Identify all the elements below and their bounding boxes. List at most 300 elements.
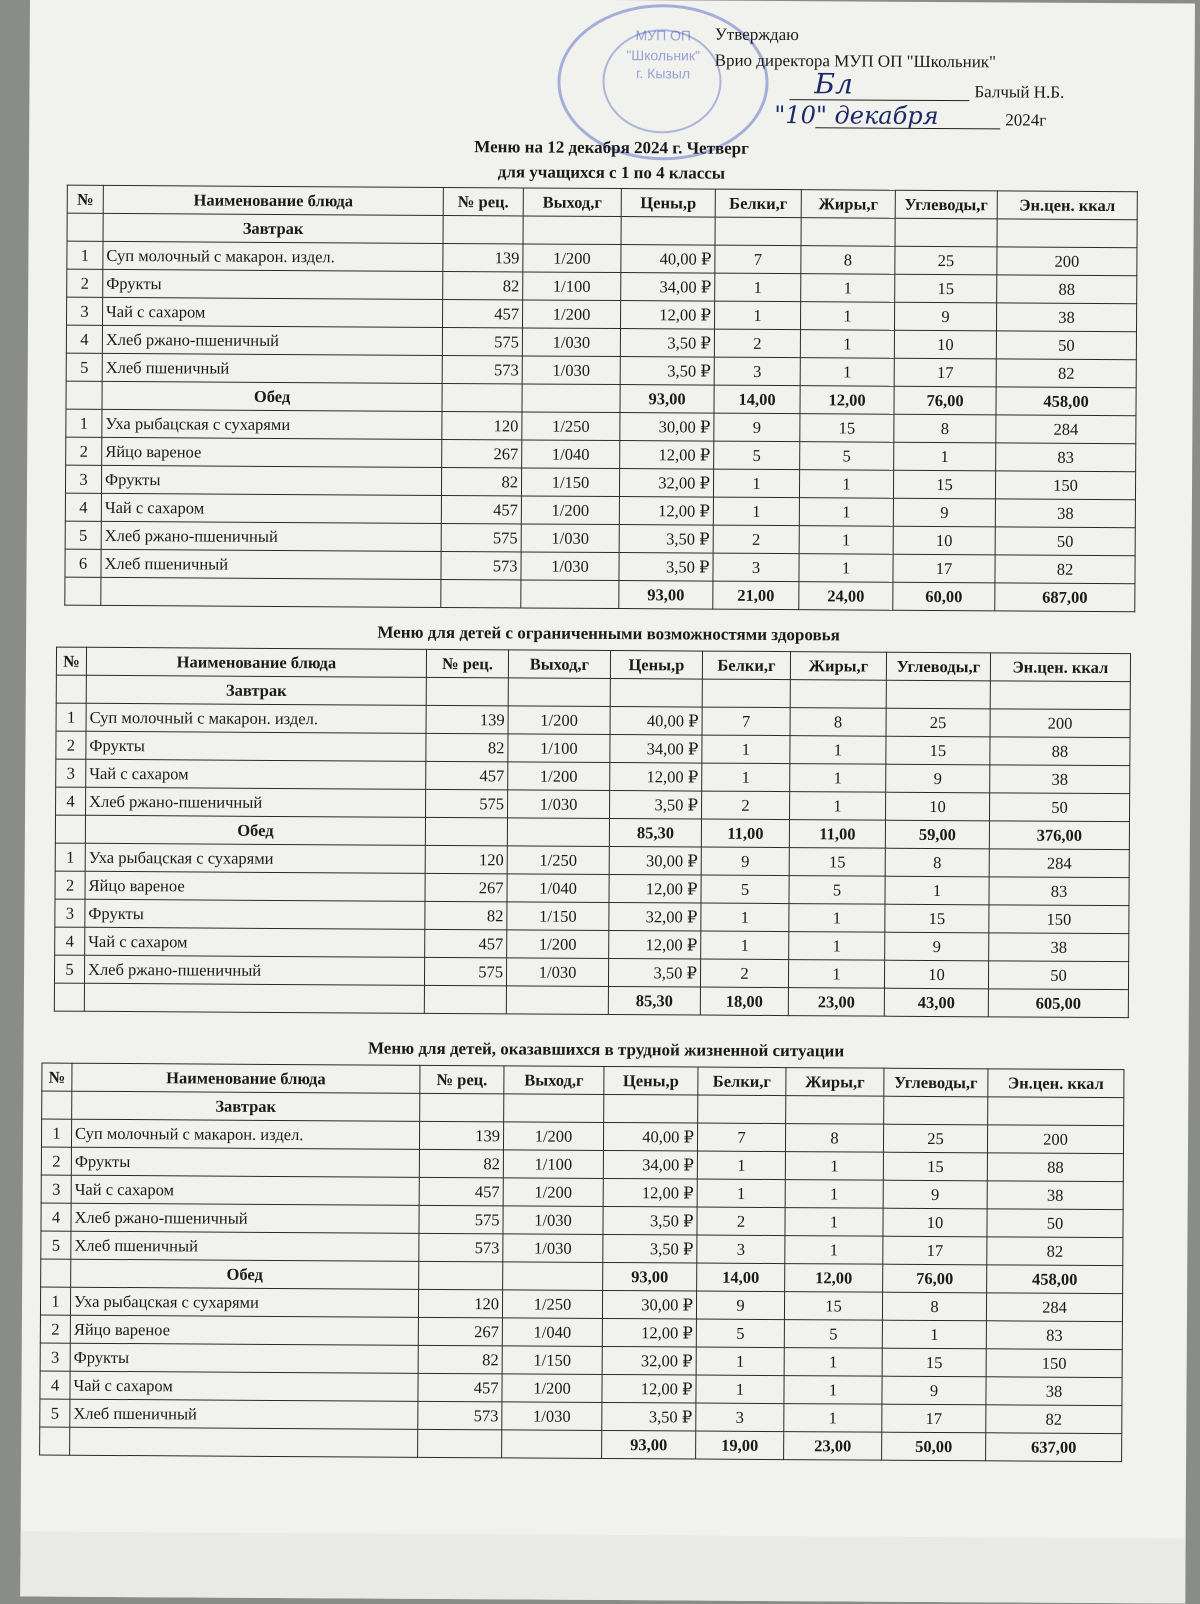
meal-label-lunch: Обед [71,1259,419,1289]
price-cell: 32,00 ₽ [609,902,701,931]
fat-cell: 15 [800,414,894,443]
fat-cell: 1 [799,470,893,499]
portion-cell: 1/030 [522,356,620,385]
meal-label-breakfast: Завтрак [72,1091,420,1121]
price-cell: 3,50 ₽ [610,790,702,819]
num-cell: 4 [40,1371,70,1399]
recipe-no-cell: 575 [419,1205,503,1234]
portion-cell: 1/250 [507,846,609,875]
carbs-cell: 17 [883,1236,987,1265]
carbs-cell: 9 [893,498,995,527]
column-header-fat: Жиры,г [801,190,895,219]
carbs-cell: 17 [882,1404,986,1433]
protein-cell: 2 [700,959,788,988]
num-cell: 5 [66,353,102,381]
portion-cell: 1/200 [502,1374,602,1403]
empty-cell [65,577,101,605]
protein-cell: 9 [701,847,789,876]
dish-name-cell: Уха рыбацская с сухарями [102,409,442,439]
section-title: для учащихся с 1 по 4 классы [497,162,726,183]
recipe-no-cell: 457 [425,929,507,958]
dish-name-cell: Хлеб пшеничный [101,549,441,579]
protein-cell: 1 [702,763,790,792]
dish-name-cell: Фрукты [86,731,426,761]
dish-name-cell: Фрукты [71,1147,419,1177]
recipe-no-cell: 82 [418,1345,502,1374]
recipe-no-cell: 457 [441,495,521,523]
protein-cell: 1 [715,273,801,302]
portion-cell: 1/150 [507,902,609,931]
lunch-total-protein: 18,00 [700,987,788,1016]
price-cell: 3,50 ₽ [608,958,700,987]
carbs-cell: 10 [885,792,989,821]
fat-cell: 1 [789,792,885,821]
dish-name-cell: Хлеб ржано-пшеничный [84,955,424,985]
protein-cell: 1 [713,469,799,498]
num-cell: 5 [54,955,84,983]
protein-cell: 1 [702,735,790,764]
column-header-portion: Выход,г [508,650,610,679]
fat-cell: 1 [799,554,893,583]
portion-cell: 1/200 [522,300,620,329]
fat-cell: 1 [788,960,884,989]
dish-name-cell: Чай с сахаром [86,759,426,789]
lunch-total-fat: 24,00 [799,582,893,611]
protein-cell: 7 [715,245,801,274]
fat-cell: 1 [800,302,894,331]
lunch-total-row [65,577,1135,612]
protein-cell: 5 [696,1319,784,1348]
energy-cell: 38 [996,303,1136,332]
column-header-price: Цены,р [621,189,715,218]
fat-cell: 5 [784,1320,882,1349]
column-header-num: № [56,647,86,675]
breakfast-total-carbs: 76,00 [883,1264,987,1293]
num-cell: 3 [56,759,86,787]
empty-cell [55,815,85,843]
empty-cell [42,1091,72,1119]
signer-name: Балчый Н.Б. [974,82,1065,102]
lunch-total-carbs: 43,00 [884,988,988,1017]
recipe-no-cell: 120 [442,411,522,439]
energy-cell: 50 [996,331,1136,360]
fat-cell: 1 [790,736,886,765]
fat-cell: 1 [785,1180,883,1209]
date-month: декабря [834,101,939,130]
protein-cell: 1 [713,497,799,526]
portion-cell: 1/200 [503,1122,603,1151]
price-cell: 34,00 ₽ [621,273,715,302]
recipe-no-cell: 267 [425,873,507,902]
num-cell: 1 [55,843,85,871]
price-cell: 3,50 ₽ [603,1206,697,1235]
empty-cell [424,985,506,1014]
price-cell: 40,00 ₽ [610,706,702,735]
portion-cell: 1/100 [508,734,610,763]
recipe-no-cell: 575 [442,327,522,355]
empty-cell [786,1096,884,1125]
price-cell: 32,00 ₽ [602,1346,696,1375]
portion-cell: 1/030 [506,958,608,987]
empty-cell [990,681,1130,710]
portion-cell: 1/100 [523,272,621,301]
carbs-cell: 17 [893,554,995,583]
recipe-no-cell: 267 [442,439,522,467]
empty-cell [502,1430,602,1459]
empty-cell [506,986,608,1015]
num-cell: 2 [67,269,103,297]
recipe-no-cell: 575 [441,523,521,551]
dish-name-cell: Хлеб ржано-пшеничный [102,325,442,355]
empty-cell [988,1097,1124,1126]
protein-cell: 9 [714,413,800,442]
lunch-total-fat: 23,00 [784,1432,882,1461]
protein-cell: 3 [696,1403,784,1432]
price-cell: 12,00 ₽ [609,874,701,903]
breakfast-total-price: 85,30 [609,818,701,847]
breakfast-total-carbs: 76,00 [894,386,996,415]
price-cell: 12,00 ₽ [602,1374,696,1403]
stamp-text-top: МУП ОП [635,27,692,44]
recipe-no-cell: 82 [441,467,521,495]
fat-cell: 1 [799,526,893,555]
energy-cell: 50 [987,1209,1123,1238]
energy-cell: 284 [996,415,1136,444]
fat-cell: 1 [789,932,885,961]
column-header-recipe-no: № рец. [443,187,523,215]
energy-cell: 88 [990,737,1130,766]
column-header-portion: Выход,г [504,1066,604,1095]
empty-cell [41,1259,71,1287]
section-title: Меню для детей, оказавшихся в трудной жизненной ситуации [367,1038,845,1061]
protein-cell: 3 [713,553,799,582]
empty-cell [702,679,790,708]
num-cell: 2 [55,871,85,899]
fat-cell: 8 [785,1124,883,1153]
energy-cell: 83 [996,443,1136,472]
empty-cell [504,1094,604,1123]
protein-cell: 2 [713,525,799,554]
protein-cell: 3 [714,357,800,386]
num-cell: 2 [40,1315,70,1343]
portion-cell: 1/030 [502,1402,602,1431]
column-header-dish-name: Наименование блюда [86,647,426,677]
portion-cell: 1/200 [523,244,621,273]
fat-cell: 1 [800,358,894,387]
energy-cell: 200 [990,709,1130,738]
num-cell: 3 [40,1343,70,1371]
approver-position: Врио директора МУП ОП "Школьник" [714,50,997,72]
column-header-carbs: Углеводы,г [895,190,997,219]
column-header-protein: Белки,г [702,651,790,680]
portion-cell: 1/030 [522,328,620,357]
price-cell: 3,50 ₽ [619,525,713,554]
column-header-carbs: Углеводы,г [884,1068,988,1097]
num-cell: 5 [41,1231,71,1259]
empty-cell [801,218,895,247]
breakfast-total-fat: 11,00 [789,820,885,849]
carbs-cell: 9 [886,764,990,793]
num-cell: 4 [41,1203,71,1231]
carbs-cell: 15 [883,1152,987,1181]
portion-cell: 1/040 [502,1318,602,1347]
protein-cell: 3 [697,1235,785,1264]
recipe-no-cell: 82 [426,733,508,762]
empty-cell [66,381,102,409]
column-header-price: Цены,р [610,651,702,680]
dish-name-cell: Чай с сахаром [70,1371,418,1401]
lunch-total-price: 93,00 [602,1430,696,1459]
dish-name-cell: Фрукты [70,1343,418,1373]
column-header-energy: Эн.цен. ккал [988,1069,1124,1098]
energy-cell: 83 [989,877,1129,906]
section-title: Меню для детей с ограниченными возможностями здоровья [377,622,840,645]
recipe-no-cell: 139 [443,243,523,271]
carbs-cell: 8 [882,1292,986,1321]
dish-name-cell: Уха рыбацская с сухарями [70,1287,418,1317]
energy-cell: 82 [986,1405,1122,1434]
empty-cell [610,678,702,707]
num-cell: 5 [40,1399,70,1427]
protein-cell: 5 [714,441,800,470]
num-cell: 1 [40,1287,70,1315]
empty-cell [84,983,424,1013]
empty-cell [884,1096,988,1125]
recipe-no-cell: 573 [418,1401,502,1430]
breakfast-total-protein: 11,00 [701,819,789,848]
protein-cell: 1 [701,931,789,960]
empty-cell [523,216,621,245]
empty-cell [698,1095,786,1124]
empty-cell [442,383,522,411]
fat-cell: 1 [801,274,895,303]
protein-cell: 1 [697,1179,785,1208]
portion-cell: 1/100 [503,1150,603,1179]
price-cell: 30,00 ₽ [620,413,714,442]
carbs-cell: 15 [886,736,990,765]
num-cell: 3 [41,1175,71,1203]
empty-cell [507,818,609,847]
dish-name-cell: Хлеб ржано-пшеничный [101,521,441,551]
num-cell: 5 [65,521,101,549]
carbs-cell: 1 [894,442,996,471]
carbs-cell: 15 [882,1348,986,1377]
lunch-total-price: 93,00 [619,581,713,610]
protein-cell: 7 [697,1123,785,1152]
fat-cell: 1 [785,1152,883,1181]
protein-cell: 1 [714,301,800,330]
column-header-energy: Эн.цен. ккал [997,191,1137,220]
portion-cell: 1/250 [522,412,620,441]
protein-cell: 2 [701,791,789,820]
column-header-dish-name: Наименование блюда [103,185,443,215]
recipe-no-cell: 82 [443,271,523,299]
menu-table [64,185,1138,613]
column-header-num: № [42,1063,72,1091]
dish-name-cell: Хлеб ржано-пшеничный [71,1203,419,1233]
portion-cell: 1/040 [507,874,609,903]
carbs-cell: 9 [894,302,996,331]
price-cell: 3,50 ₽ [620,357,714,386]
portion-cell: 1/250 [502,1290,602,1319]
price-cell: 30,00 ₽ [602,1290,696,1319]
protein-cell: 9 [696,1291,784,1320]
column-header-protein: Белки,г [698,1067,786,1096]
lunch-total-row [54,983,1128,1018]
meal-label-lunch: Обед [85,815,425,845]
recipe-no-cell: 82 [419,1149,503,1178]
handwritten-date [774,101,938,130]
recipe-no-cell: 575 [426,789,508,818]
portion-cell: 1/200 [508,706,610,735]
carbs-cell: 15 [895,274,997,303]
price-cell: 12,00 ₽ [609,930,701,959]
energy-cell: 38 [995,499,1135,528]
recipe-no-cell: 573 [442,355,522,383]
fat-cell: 8 [801,246,895,275]
price-cell: 34,00 ₽ [603,1150,697,1179]
recipe-no-cell: 120 [418,1289,502,1318]
carbs-cell: 1 [882,1320,986,1349]
empty-cell [508,678,610,707]
num-cell: 2 [66,437,102,465]
empty-cell [604,1094,698,1123]
recipe-no-cell: 139 [426,705,508,734]
breakfast-total-protein: 14,00 [697,1263,785,1292]
price-cell: 12,00 ₽ [603,1178,697,1207]
fat-cell: 1 [784,1376,882,1405]
num-cell: 3 [67,297,103,325]
carbs-cell: 25 [895,246,997,275]
protein-cell: 1 [697,1151,785,1180]
portion-cell: 1/030 [521,552,619,581]
price-cell: 30,00 ₽ [609,846,701,875]
portion-cell: 1/040 [522,440,620,469]
lunch-total-energy: 637,00 [986,1433,1122,1462]
column-header-dish-name: Наименование блюда [72,1063,420,1093]
carbs-cell: 9 [882,1376,986,1405]
protein-cell: 1 [701,903,789,932]
portion-cell: 1/200 [508,762,610,791]
breakfast-total-energy: 376,00 [989,821,1129,850]
energy-cell: 38 [986,1377,1122,1406]
price-cell: 32,00 ₽ [619,469,713,498]
dish-name-cell: Яйцо вареное [85,871,425,901]
meal-label-lunch: Обед [102,381,442,411]
num-cell: 3 [65,465,101,493]
carbs-cell: 25 [883,1124,987,1153]
num-cell: 2 [56,731,86,759]
menu-table [39,1063,1124,1463]
price-cell: 3,50 ₽ [603,1234,697,1263]
energy-cell: 200 [997,247,1137,276]
energy-cell: 83 [986,1321,1122,1350]
lunch-total-row [40,1427,1122,1462]
empty-cell [101,577,441,607]
empty-cell [621,217,715,246]
column-header-recipe-no: № рец. [426,649,508,678]
empty-cell [790,680,886,709]
menu-title: Меню на 12 декабря 2024 г. Четверг [474,137,749,158]
recipe-no-cell: 120 [425,845,507,874]
meal-label-breakfast: Завтрак [86,675,426,705]
lunch-total-price: 85,30 [608,986,700,1015]
price-cell: 3,50 ₽ [620,329,714,358]
breakfast-total-protein: 14,00 [714,385,800,414]
empty-cell [418,1429,502,1458]
lunch-total-fat: 23,00 [788,988,884,1017]
num-cell: 4 [65,493,101,521]
carbs-cell: 10 [884,960,988,989]
column-header-num: № [67,185,103,213]
energy-cell: 50 [995,527,1135,556]
dish-name-cell: Хлеб пшеничный [71,1231,419,1261]
carbs-cell: 10 [883,1208,987,1237]
fat-cell: 15 [784,1292,882,1321]
protein-cell: 7 [702,707,790,736]
date-quote-close: " [815,101,828,130]
recipe-no-cell: 457 [426,761,508,790]
price-cell: 40,00 ₽ [621,245,715,274]
empty-cell [503,1262,603,1291]
dish-name-cell: Фрукты [103,269,443,299]
empty-cell [420,1093,504,1122]
lunch-total-energy: 605,00 [988,989,1128,1018]
carbs-cell: 10 [893,526,995,555]
price-cell: 12,00 ₽ [620,301,714,330]
dish-name-cell: Хлеб ржано-пшеничный [86,787,426,817]
fat-cell: 1 [790,764,886,793]
lunch-total-protein: 21,00 [713,581,799,610]
carbs-cell: 1 [885,876,989,905]
lunch-total-protein: 19,00 [696,1431,784,1460]
empty-cell [886,680,990,709]
dish-name-cell: Яйцо вареное [70,1315,418,1345]
lunch-total-carbs: 60,00 [893,582,995,611]
num-cell: 2 [41,1147,71,1175]
fat-cell: 5 [800,442,894,471]
portion-cell: 1/200 [503,1178,603,1207]
date-quote-open: " [774,100,786,130]
num-cell: 6 [65,549,101,577]
num-cell: 4 [66,325,102,353]
portion-cell: 1/150 [502,1346,602,1375]
recipe-no-cell: 573 [419,1233,503,1262]
energy-cell: 82 [996,359,1136,388]
dish-name-cell: Фрукты [85,899,425,929]
column-header-energy: Эн.цен. ккал [990,653,1130,682]
price-cell: 3,50 ₽ [619,553,713,582]
breakfast-total-fat: 12,00 [800,386,894,415]
price-cell: 12,00 ₽ [602,1318,696,1347]
empty-cell [56,675,86,703]
dish-name-cell: Чай с сахаром [85,927,425,957]
meal-label-breakfast: Завтрак [103,213,443,243]
dish-name-cell: Суп молочный с макарон. издел. [103,241,443,271]
carbs-cell: 10 [894,330,996,359]
protein-cell: 5 [701,875,789,904]
price-cell: 34,00 ₽ [610,734,702,763]
approval-year: 2024г [1005,110,1047,130]
empty-cell [54,983,84,1011]
column-header-carbs: Углеводы,г [886,652,990,681]
num-cell: 4 [55,927,85,955]
num-cell: 1 [66,409,102,437]
approve-label: Утверждаю [714,24,799,45]
energy-cell: 82 [995,555,1135,584]
portion-cell: 1/200 [521,496,619,525]
dish-name-cell: Чай с сахаром [71,1175,419,1205]
